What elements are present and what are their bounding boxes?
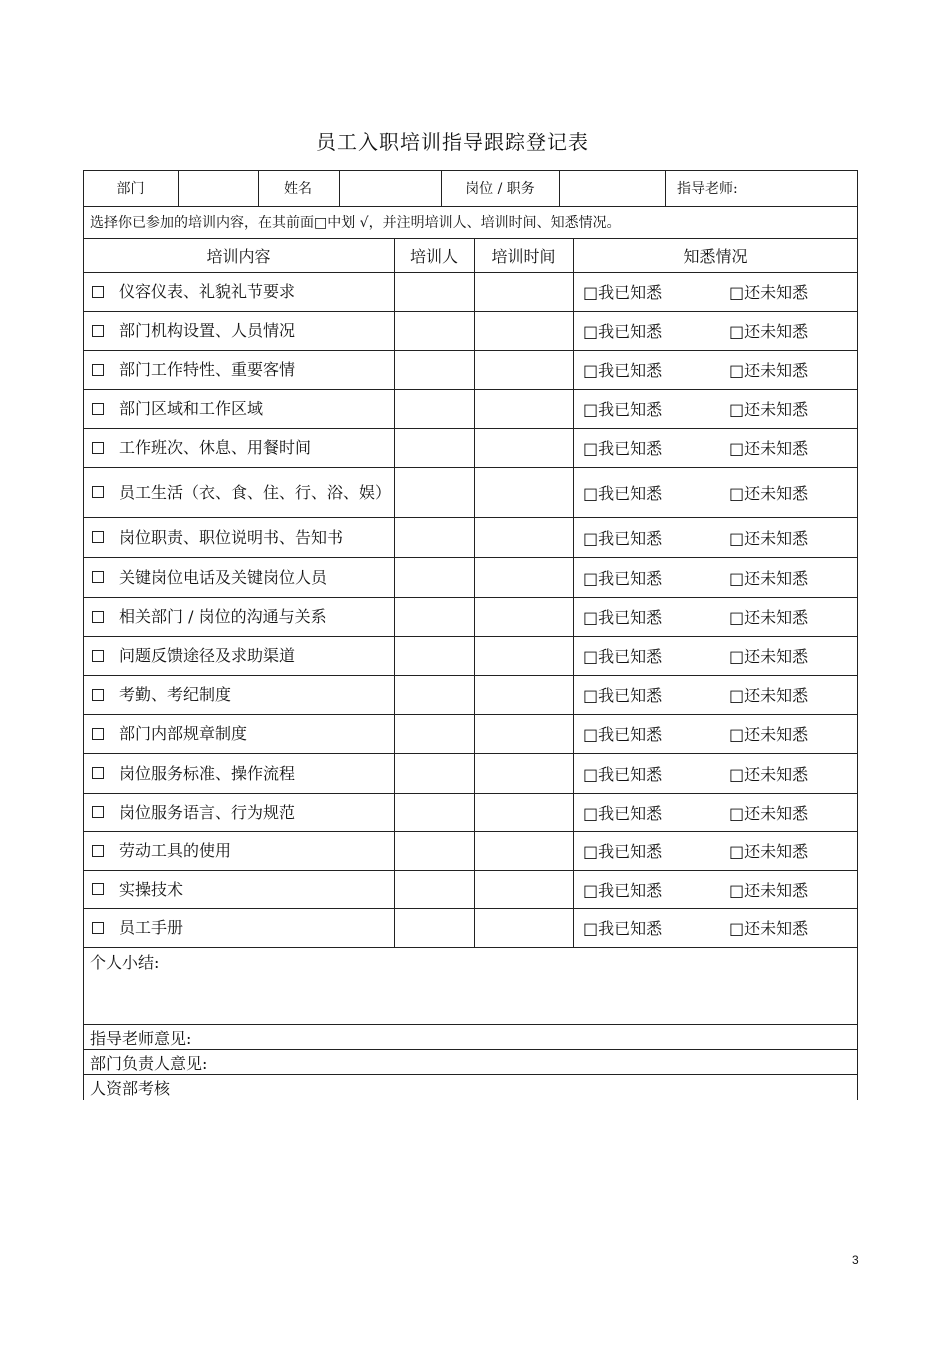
option-known[interactable]: □我已知悉 (583, 568, 663, 588)
grid-line (665, 170, 666, 206)
trainer-field[interactable] (394, 636, 474, 675)
checkbox-square-icon (92, 364, 104, 376)
mentor-label: 指导老师: (677, 181, 738, 197)
checkbox-square-icon (92, 442, 104, 454)
item-label: 部门机构设置、人员情况 (119, 321, 296, 340)
grid-line (83, 714, 858, 715)
item-label: 员工生活（衣、食、住、行、浴、娱） (119, 482, 392, 502)
table-row (83, 831, 858, 870)
option-known[interactable]: □我已知悉 (583, 322, 663, 341)
item-checkbox[interactable] (92, 272, 104, 311)
option-known[interactable]: □我已知悉 (583, 528, 663, 548)
option-unknown[interactable]: □还未知悉 (729, 725, 809, 744)
time-field[interactable] (474, 350, 573, 389)
trainer-field[interactable] (394, 467, 474, 517)
grid-line (83, 350, 858, 351)
time-field[interactable] (474, 597, 573, 636)
grid-line (83, 272, 858, 273)
option-unknown[interactable]: □还未知悉 (729, 528, 809, 548)
item-checkbox[interactable] (92, 389, 104, 428)
checkbox-square-icon (92, 486, 104, 498)
item-checkbox[interactable] (92, 870, 104, 908)
option-unknown[interactable]: □还未知悉 (729, 322, 809, 341)
trainer-field[interactable] (394, 517, 474, 557)
table-row (83, 428, 858, 467)
grid-line (83, 238, 858, 239)
grid-line (83, 1024, 858, 1025)
item-checkbox[interactable] (92, 311, 104, 350)
grid-line (83, 947, 858, 948)
option-unknown[interactable]: □还未知悉 (729, 361, 809, 380)
table-row (83, 753, 858, 793)
item-checkbox[interactable] (92, 597, 104, 636)
grid-line (83, 170, 858, 171)
table-row (83, 467, 858, 517)
column-header-content: 培训内容 (206, 246, 271, 266)
trainer-field[interactable] (394, 557, 474, 597)
grid-line (83, 908, 858, 909)
grid-line (258, 170, 259, 206)
trainer-field[interactable] (394, 350, 474, 389)
trainer-field[interactable] (394, 389, 474, 428)
option-known[interactable]: □我已知悉 (583, 361, 663, 380)
time-field[interactable] (474, 636, 573, 675)
option-unknown[interactable]: □还未知悉 (729, 647, 809, 666)
column-header-status: 知悉情况 (683, 246, 748, 266)
table-row (83, 908, 858, 947)
department-label: 部门 (116, 181, 145, 197)
trainer-field[interactable] (394, 272, 474, 311)
item-checkbox[interactable] (92, 675, 104, 714)
option-unknown[interactable]: □还未知悉 (729, 842, 809, 861)
option-unknown[interactable]: □还未知悉 (729, 608, 809, 627)
item-checkbox[interactable] (92, 636, 104, 675)
item-label: 部门区域和工作区域 (119, 399, 264, 418)
time-field[interactable] (474, 517, 573, 557)
grid-line (83, 793, 858, 794)
time-field[interactable] (474, 557, 573, 597)
table-row (83, 311, 858, 350)
option-known[interactable]: □我已知悉 (583, 400, 663, 419)
item-checkbox[interactable] (92, 753, 104, 793)
item-checkbox[interactable] (92, 908, 104, 947)
option-unknown[interactable]: □还未知悉 (729, 880, 809, 900)
summary-area[interactable] (83, 974, 858, 1024)
grid-line (441, 170, 442, 206)
checkbox-square-icon (92, 325, 104, 337)
table-row (83, 675, 858, 714)
option-unknown[interactable]: □还未知悉 (729, 803, 809, 823)
option-known[interactable]: □我已知悉 (583, 483, 663, 503)
item-checkbox[interactable] (92, 517, 104, 557)
item-checkbox[interactable] (92, 557, 104, 597)
grid-line (83, 636, 858, 637)
trainer-field[interactable] (394, 675, 474, 714)
option-unknown[interactable]: □还未知悉 (729, 439, 809, 458)
option-known[interactable]: □我已知悉 (583, 842, 663, 861)
item-label: 仪容仪表、礼貌礼节要求 (119, 282, 296, 301)
trainer-field[interactable] (394, 831, 474, 870)
option-known[interactable]: □我已知悉 (583, 803, 663, 823)
grid-line (83, 467, 858, 468)
checkbox-square-icon (92, 611, 104, 623)
option-known[interactable]: □我已知悉 (583, 686, 663, 705)
position-label: 岗位 / 职务 (465, 181, 535, 197)
grid-line (83, 311, 858, 312)
checkbox-square-icon (92, 650, 104, 662)
item-checkbox[interactable] (92, 350, 104, 389)
trainer-field[interactable] (394, 793, 474, 831)
item-label: 考勤、考纪制度 (119, 685, 232, 704)
column-header-time: 培训时间 (491, 246, 556, 266)
grid-line (474, 238, 475, 947)
checkbox-square-icon (92, 286, 104, 298)
item-checkbox[interactable] (92, 831, 104, 870)
grid-line (83, 753, 858, 754)
grid-line (339, 170, 340, 206)
item-label: 岗位服务标准、操作流程 (119, 763, 296, 783)
grid-line (559, 170, 560, 206)
grid-line (83, 557, 858, 558)
table-row (83, 272, 858, 311)
item-checkbox[interactable] (92, 428, 104, 467)
time-field[interactable] (474, 753, 573, 793)
option-known[interactable]: □我已知悉 (583, 608, 663, 627)
time-field[interactable] (474, 675, 573, 714)
item-checkbox[interactable] (92, 467, 104, 517)
item-label: 工作班次、休息、用餐时间 (119, 438, 312, 457)
option-known[interactable]: □我已知悉 (583, 880, 663, 900)
dept-head-opinion-label: 部门负责人意见: (90, 1054, 208, 1073)
checkbox-square-icon (92, 403, 104, 415)
checkbox-square-icon (92, 728, 104, 740)
option-known[interactable]: □我已知悉 (583, 764, 663, 784)
grid-line (83, 428, 858, 429)
department-field[interactable] (178, 170, 258, 206)
name-field[interactable] (339, 170, 441, 206)
instruction-text: 选择你已参加的培训内容，在其前面□中划 √，并注明培训人、培训时间、知悉情况。 (90, 215, 621, 231)
time-field[interactable] (474, 870, 573, 908)
grid-line (83, 1074, 858, 1075)
page-number: 3 (852, 1253, 859, 1267)
table-row (83, 557, 858, 597)
item-label: 劳动工具的使用 (119, 841, 232, 860)
item-label: 相关部门 / 岗位的沟通与关系 (119, 607, 327, 626)
grid-line (83, 170, 84, 1100)
grid-line (83, 597, 858, 598)
item-checkbox[interactable] (92, 793, 104, 831)
table-row (83, 793, 858, 831)
grid-line (178, 170, 179, 206)
checkbox-square-icon (92, 571, 104, 583)
grid-line (83, 517, 858, 518)
trainer-field[interactable] (394, 714, 474, 753)
option-known[interactable]: □我已知悉 (583, 647, 663, 666)
grid-line (857, 170, 858, 1100)
option-known[interactable]: □我已知悉 (583, 919, 663, 938)
item-label: 实操技术 (119, 879, 184, 899)
time-field[interactable] (474, 831, 573, 870)
training-form (83, 170, 858, 1100)
checkbox-square-icon (92, 883, 104, 895)
table-row (83, 597, 858, 636)
item-checkbox[interactable] (92, 714, 104, 753)
item-label: 岗位服务语言、行为规范 (119, 802, 296, 822)
time-field[interactable] (474, 714, 573, 753)
item-label: 关键岗位电话及关键岗位人员 (119, 567, 328, 587)
grid-line (83, 831, 858, 832)
grid-line (83, 1049, 858, 1050)
option-known[interactable]: □我已知悉 (583, 283, 663, 302)
checkbox-square-icon (92, 845, 104, 857)
checkbox-square-icon (92, 922, 104, 934)
item-label: 岗位职责、职位说明书、告知书 (119, 527, 344, 547)
page-title: 员工入职培训指导跟踪登记表 (316, 130, 589, 154)
position-field[interactable] (559, 170, 665, 206)
item-label: 部门内部规章制度 (119, 724, 248, 743)
summary-label: 个人小结: (90, 952, 160, 972)
option-unknown[interactable]: □还未知悉 (729, 483, 809, 503)
table-row (83, 389, 858, 428)
item-label: 员工手册 (119, 918, 184, 937)
checkbox-square-icon (92, 689, 104, 701)
grid-line (83, 675, 858, 676)
option-unknown[interactable]: □还未知悉 (729, 568, 809, 588)
mentor-opinion-label: 指导老师意见: (90, 1029, 192, 1048)
option-known[interactable]: □我已知悉 (583, 439, 663, 458)
table-row (83, 636, 858, 675)
grid-line (394, 238, 395, 947)
trainer-field[interactable] (394, 870, 474, 908)
item-label: 部门工作特性、重要客情 (119, 360, 296, 379)
time-field[interactable] (474, 467, 573, 517)
time-field[interactable] (474, 908, 573, 947)
table-row (83, 350, 858, 389)
table-row (83, 517, 858, 557)
trainer-field[interactable] (394, 908, 474, 947)
trainer-field[interactable] (394, 428, 474, 467)
table-row (83, 714, 858, 753)
grid-line (83, 206, 858, 207)
trainer-field[interactable] (394, 753, 474, 793)
time-field[interactable] (474, 311, 573, 350)
column-header-trainer: 培训人 (409, 246, 458, 266)
option-known[interactable]: □我已知悉 (583, 725, 663, 744)
trainer-field[interactable] (394, 597, 474, 636)
checkbox-square-icon (92, 767, 104, 779)
time-field[interactable] (474, 272, 573, 311)
time-field[interactable] (474, 389, 573, 428)
checkbox-square-icon (92, 531, 104, 543)
option-unknown[interactable]: □还未知悉 (729, 400, 809, 419)
option-unknown[interactable]: □还未知悉 (729, 919, 809, 938)
trainer-field[interactable] (394, 311, 474, 350)
time-field[interactable] (474, 793, 573, 831)
option-unknown[interactable]: □还未知悉 (729, 764, 809, 784)
grid-line (573, 238, 574, 947)
option-unknown[interactable]: □还未知悉 (729, 686, 809, 705)
table-row (83, 870, 858, 908)
option-unknown[interactable]: □还未知悉 (729, 283, 809, 302)
time-field[interactable] (474, 428, 573, 467)
checkbox-square-icon (92, 806, 104, 818)
grid-line (83, 870, 858, 871)
item-label: 问题反馈途径及求助渠道 (119, 646, 296, 665)
hr-review-label: 人资部考核 (90, 1079, 171, 1098)
name-label: 姓名 (284, 181, 312, 197)
grid-line (83, 389, 858, 390)
